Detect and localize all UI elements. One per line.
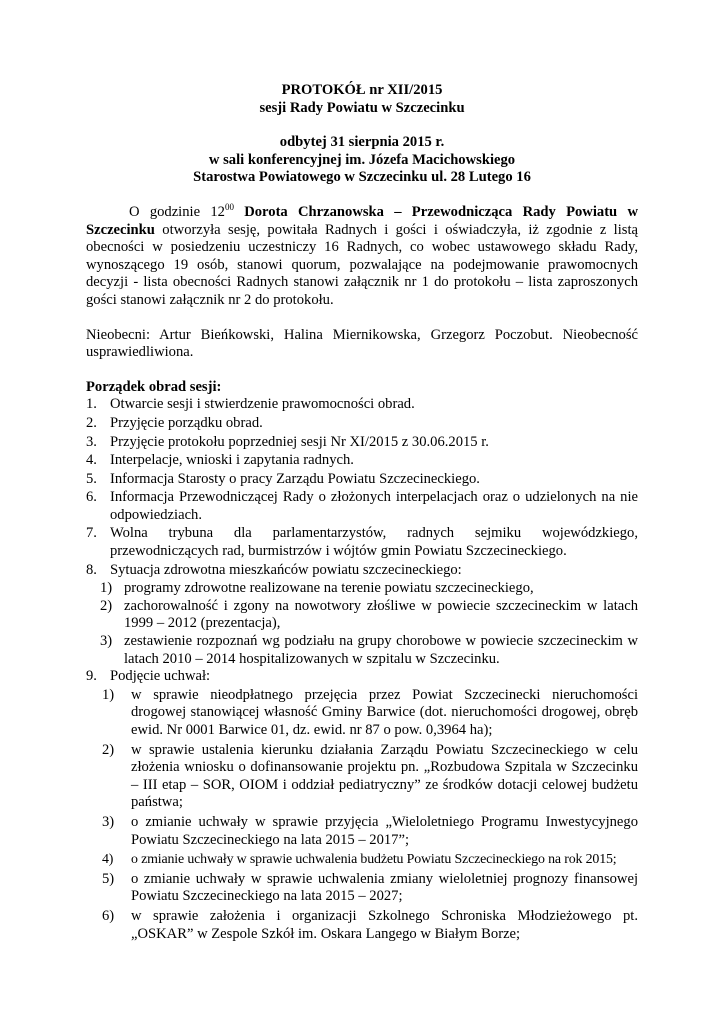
- resolution-subitem: 5) o zmianie uchwały w sprawie uchwalenia zmiany wieloletniej prognozy finansowej Powiatu Szczecineckiego na lata 2015 – 2027;: [102, 870, 638, 905]
- session-address: Starostwa Powiatowego w Szczecinku ul. 28 Lutego 16: [193, 169, 531, 186]
- intro-text: otworzyła sesję, powitała Radnych i gości i oświadczyła, iż zgodnie z listą obecności w posiedzeniu uczestniczy 16 Radnych, co wobec ustawowego składu Rady, wynoszącego 19 osób, stanowi quorum, pozwalające na podejmowanie prawomocnych decyzji - lista obecności Radnych stanowi załącznik nr 1 do protokołu – lista zaproszonych gości stanowi załącznik nr 2 do protokołu.: [86, 221, 638, 308]
- absent-paragraph: Nieobecni: Artur Bieńkowski, Halina Miernikowska, Grzegorz Poczobut. Nieobecność usprawiedliwiona.: [86, 326, 638, 361]
- agenda-item: 7. Wolna trybuna dla parlamentarzystów, radnych sejmiku wojewódzkiego, przewodniczących rad, burmistrzów i wójtów gmin Powiatu Szczecineckiego.: [86, 525, 638, 560]
- agenda-title: Porządek obrad sesji:: [86, 378, 222, 395]
- agenda-item: 9. Podjęcie uchwał:: [86, 668, 211, 685]
- intro-time-sup: 00: [224, 201, 234, 212]
- session-details: [86, 134, 638, 187]
- agenda-item: 3. Przyjęcie protokołu poprzedniej sesji Nr XI/2015 z 30.06.2015 r.: [86, 433, 489, 450]
- resolutions-sublist: [86, 687, 638, 943]
- agenda-item: 5. Informacja Starosty o pracy Zarządu Powiatu Szczecineckiego.: [86, 470, 480, 487]
- resolution-subitem: 3) o zmianie uchwały w sprawie przyjęcia „Wieloletniego Programu Inwestycyjnego Powiatu Szczecineckiego na lata 2015 – 2017”;: [102, 813, 638, 848]
- agenda-item: 6. Informacja Przewodniczącej Rady o złożonych interpelacjach oraz o udzielonych na nie odpowiedziach.: [86, 489, 638, 523]
- intro-chair-name: Dorota Chrzanowska – Przewodnicząca Rady Powiatu w Szczecinku: [86, 203, 638, 238]
- health-sublist: [86, 580, 638, 668]
- health-subitem: 2) zachorowalność i zgony na nowotwory złośliwe w powiecie szczecineckim w latach 1999 – 2012 (prezentacja),: [100, 597, 638, 632]
- resolution-subitem: 1) w sprawie nieodpłatnego przejęcia przez Powiat Szczecinecki nieruchomości drogowej stanowiącej własność Gminy Barwice (dot. nieruchomości drogowej, obręb ewid. Nr 0001 Barwice 01, dz. ewid. nr 87 o pow. 0,3964 ha);: [102, 686, 638, 738]
- agenda-item: 2. Przyjęcie porządku obrad.: [86, 414, 263, 431]
- resolution-subitem: 4) o zmianie uchwały w sprawie uchwalenia budżetu Powiatu Szczecineckiego na rok 2015;: [102, 852, 617, 868]
- document-title: [86, 82, 638, 117]
- session-room: w sali konferencyjnej im. Józefa Macichowskiego: [208, 151, 516, 168]
- intro-paragraph: [86, 201, 638, 310]
- title-line: PROTOKÓŁ nr XII/2015: [281, 82, 443, 98]
- session-date: odbytej 31 sierpnia 2015 r.: [279, 134, 445, 151]
- agenda-list: [86, 396, 638, 943]
- agenda-item: 4. Interpelacje, wnioski i zapytania radnych.: [86, 452, 354, 469]
- resolution-subitem: 6) w sprawie założenia i organizacji Szkolnego Schroniska Młodzieżowego pt. „OSKAR” w Zespole Szkół im. Oskara Langego w Białym Borze;: [102, 907, 638, 942]
- title-line: sesji Rady Powiatu w Szczecinku: [259, 99, 465, 116]
- intro-prefix: O godzinie 12: [129, 203, 225, 220]
- resolution-subitem: 2) w sprawie ustalenia kierunku działania Zarządu Powiatu Szczecineckiego w celu złożenia wniosku o dofinansowanie projektu pn. „Rozbudowa Szpitala w Szczecinku – III etap – SOR, OIOM i oddział pediatryczny” ze środków dotacji celowej budżetu państwa;: [102, 741, 638, 811]
- health-subitem: 1) programy zdrowotne realizowane na terenie powiatu szczecineckiego,: [100, 580, 534, 597]
- agenda-item: 8. Sytuacja zdrowotna mieszkańców powiatu szczecineckiego:: [86, 561, 462, 578]
- agenda-item: 1. Otwarcie sesji i stwierdzenie prawomocności obrad.: [86, 396, 415, 413]
- health-subitem: 3) zestawienie rozpoznań wg podziału na grupy chorobowe w powiecie szczecineckim w latach 2010 – 2014 hospitalizowanych w szpitalu w Szczecinku.: [100, 633, 638, 667]
